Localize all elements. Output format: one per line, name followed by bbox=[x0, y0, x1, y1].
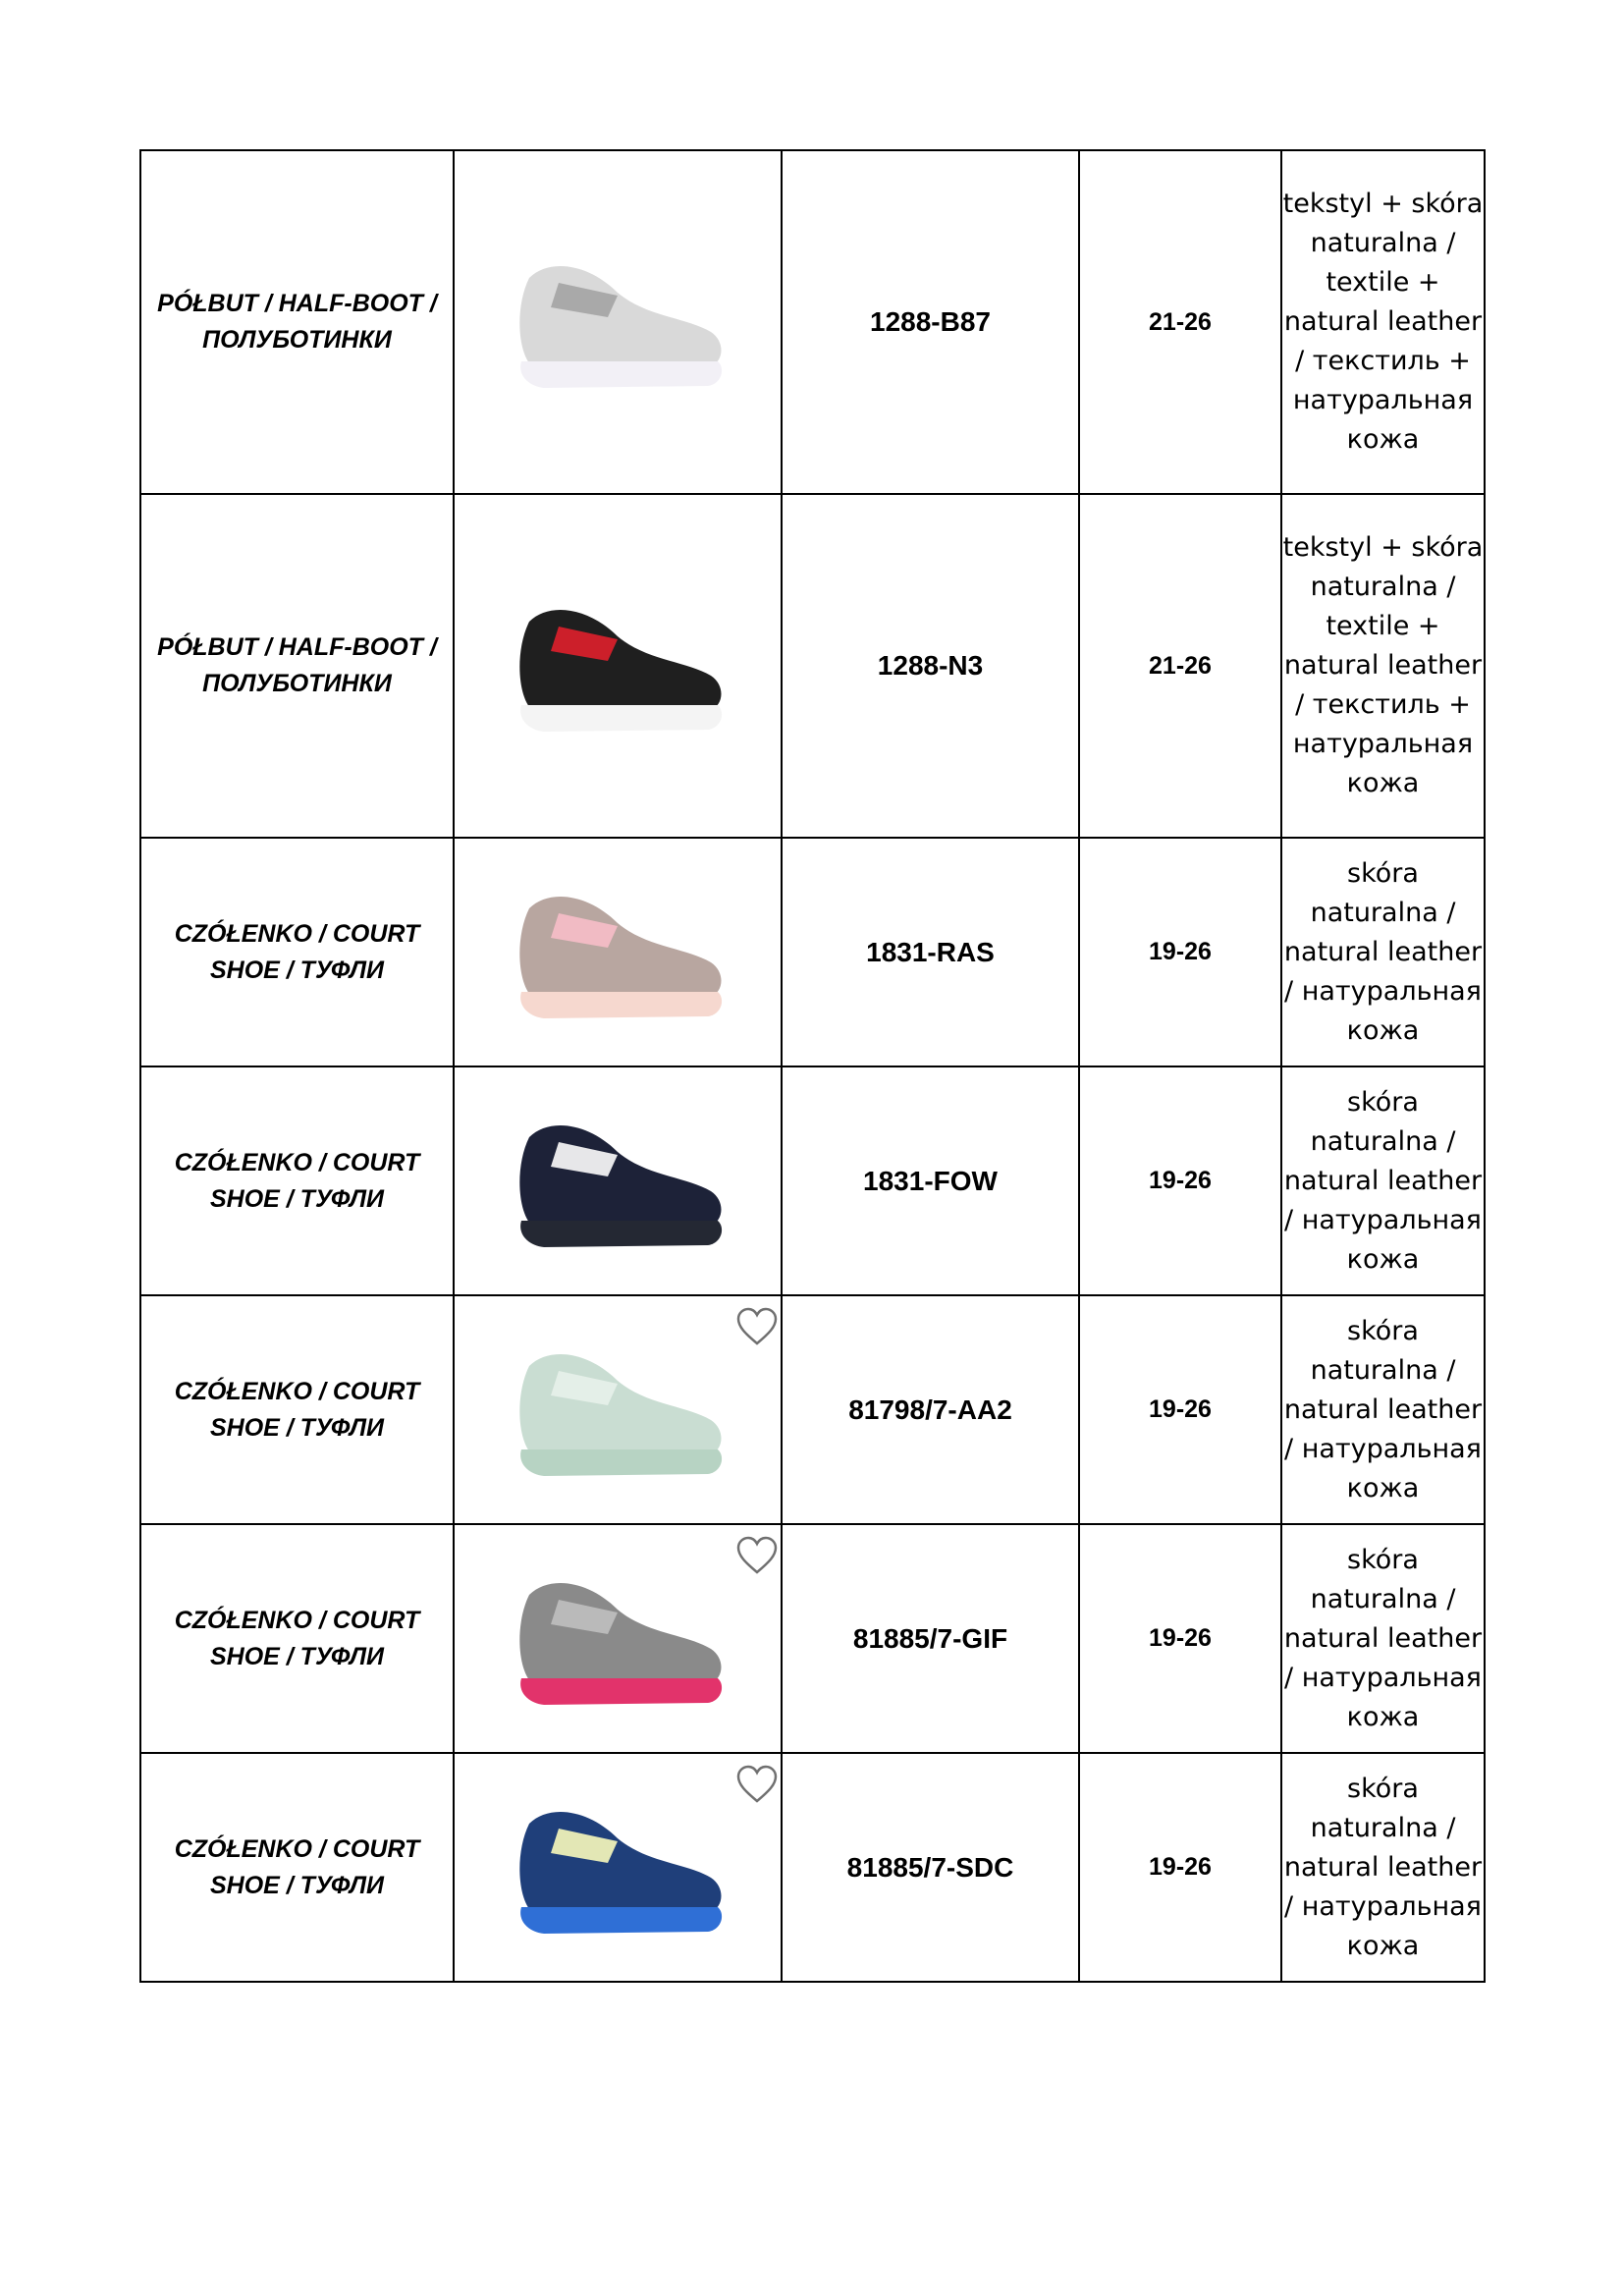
favorite-heart-icon[interactable] bbox=[735, 1306, 779, 1349]
product-type: CZÓŁENKO / COURT SHOE / ТУФЛИ bbox=[140, 1295, 454, 1524]
product-sizes: 19-26 bbox=[1079, 1066, 1281, 1295]
product-type: PÓŁBUT / HALF-BOOT / ПОЛУБОТИНКИ bbox=[140, 494, 454, 838]
product-sizes: 19-26 bbox=[1079, 1753, 1281, 1982]
navy-blue-sandal-icon bbox=[490, 1784, 745, 1951]
product-sizes: 19-26 bbox=[1079, 1524, 1281, 1753]
product-code: 1288-N3 bbox=[782, 494, 1079, 838]
favorite-heart-icon[interactable] bbox=[735, 1535, 779, 1578]
product-material: skóra naturalna / natural leather / натуральная кожа bbox=[1281, 1295, 1485, 1524]
mint-court-shoe-icon bbox=[490, 1327, 745, 1494]
product-row bbox=[140, 1524, 1485, 1753]
product-sizes: 21-26 bbox=[1079, 494, 1281, 838]
product-photo-cell bbox=[454, 494, 782, 838]
product-table-body bbox=[140, 150, 1485, 1982]
black-knit-sneaker-icon bbox=[490, 582, 745, 749]
product-photo-cell bbox=[454, 1066, 782, 1295]
product-type: PÓŁBUT / HALF-BOOT / ПОЛУБОТИНКИ bbox=[140, 150, 454, 494]
product-code: 81885/7-GIF bbox=[782, 1524, 1079, 1753]
grey-knit-sneaker-icon bbox=[490, 239, 745, 406]
product-type: CZÓŁENKO / COURT SHOE / ТУФЛИ bbox=[140, 1524, 454, 1753]
product-photo-cell bbox=[454, 838, 782, 1066]
product-photo-cell bbox=[454, 1295, 782, 1524]
product-photo-cell bbox=[454, 1524, 782, 1753]
product-row bbox=[140, 494, 1485, 838]
product-row bbox=[140, 1066, 1485, 1295]
product-type: CZÓŁENKO / COURT SHOE / ТУФЛИ bbox=[140, 1753, 454, 1982]
product-table bbox=[139, 149, 1486, 1983]
product-type: CZÓŁENKO / COURT SHOE / ТУФЛИ bbox=[140, 1066, 454, 1295]
product-row bbox=[140, 838, 1485, 1066]
product-row bbox=[140, 1753, 1485, 1982]
product-material: skóra naturalna / natural leather / натуральная кожа bbox=[1281, 838, 1485, 1066]
product-row bbox=[140, 1295, 1485, 1524]
product-photo-cell bbox=[454, 1753, 782, 1982]
favorite-heart-icon[interactable] bbox=[735, 1764, 779, 1807]
product-photo-cell bbox=[454, 150, 782, 494]
product-sizes: 19-26 bbox=[1079, 838, 1281, 1066]
leopard-court-shoe-icon bbox=[490, 869, 745, 1036]
product-sizes: 21-26 bbox=[1079, 150, 1281, 494]
product-material: skóra naturalna / natural leather / натуральная кожа bbox=[1281, 1066, 1485, 1295]
product-sizes: 19-26 bbox=[1079, 1295, 1281, 1524]
product-row bbox=[140, 150, 1485, 494]
product-material: tekstyl + skóra naturalna / textile + natural leather / текстиль + натуральная кожа bbox=[1281, 494, 1485, 838]
navy-dotted-court-shoe-icon bbox=[490, 1098, 745, 1265]
product-material: skóra naturalna / natural leather / натуральная кожа bbox=[1281, 1753, 1485, 1982]
grey-pink-sandal-icon bbox=[490, 1556, 745, 1722]
product-material: tekstyl + skóra naturalna / textile + natural leather / текстиль + натуральная кожа bbox=[1281, 150, 1485, 494]
product-code: 81885/7-SDC bbox=[782, 1753, 1079, 1982]
product-code: 1831-RAS bbox=[782, 838, 1079, 1066]
product-material: skóra naturalna / natural leather / натуральная кожа bbox=[1281, 1524, 1485, 1753]
product-code: 1288-B87 bbox=[782, 150, 1079, 494]
product-type: CZÓŁENKO / COURT SHOE / ТУФЛИ bbox=[140, 838, 454, 1066]
product-code: 81798/7-AA2 bbox=[782, 1295, 1079, 1524]
product-code: 1831-FOW bbox=[782, 1066, 1079, 1295]
